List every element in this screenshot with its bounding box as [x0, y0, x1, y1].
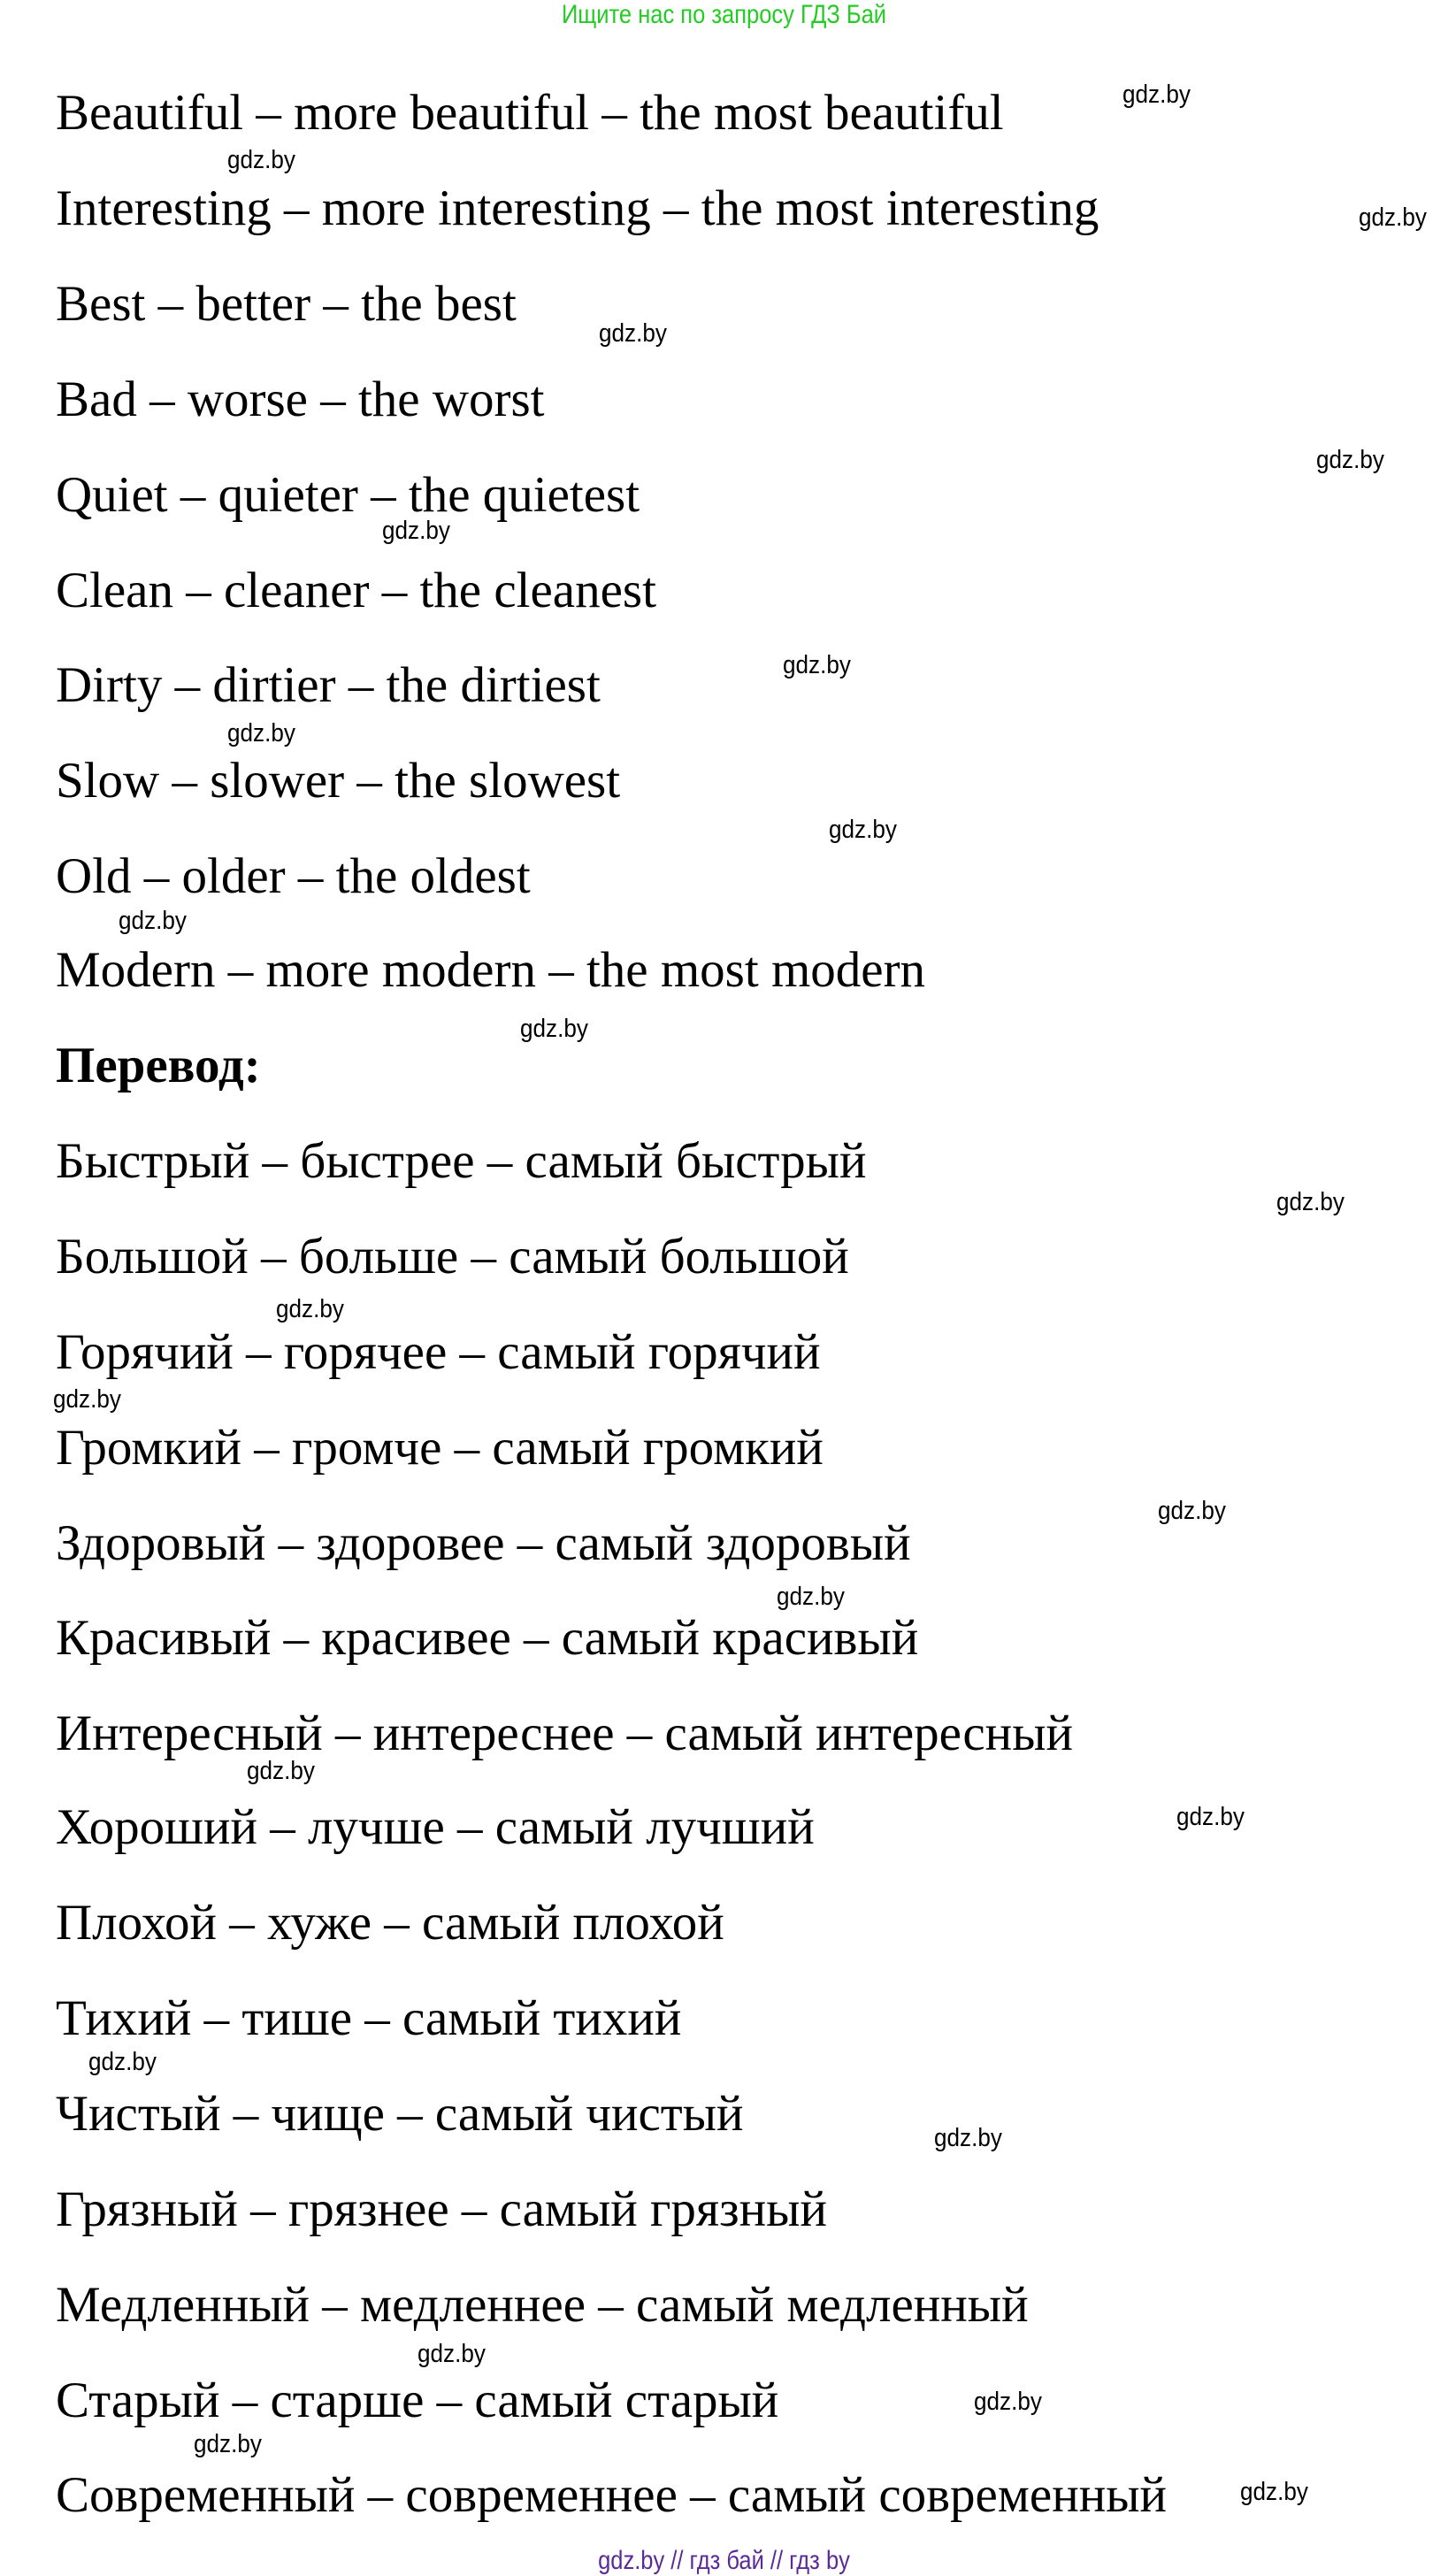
translation-heading: Перевод: [56, 1038, 261, 1094]
watermark-text: gdz.by [1276, 1187, 1345, 1216]
russian-line: Горячий – горячее – самый горячий [56, 1323, 821, 1380]
english-line: Clean – cleaner – the cleanest [56, 562, 656, 618]
russian-line: Медленный – медленнее – самый медленный [56, 2276, 1029, 2333]
watermark-text: gdz.by [974, 2387, 1043, 2416]
watermark-text: gdz.by [118, 906, 187, 935]
english-line: Bad – worse – the worst [56, 371, 545, 427]
russian-line: Большой – больше – самый большой [56, 1228, 849, 1284]
watermark-text: gdz.by [247, 1757, 315, 1786]
english-line: Dirty – dirtier – the dirtiest [56, 657, 601, 714]
russian-line: Громкий – громче – самый громкий [56, 1419, 824, 1476]
russian-line: Тихий – тише – самый тихий [56, 1990, 682, 2047]
watermark-text: gdz.by [829, 816, 898, 845]
watermark-text: gdz.by [52, 1384, 121, 1414]
watermark-text: gdz.by [418, 2339, 486, 2368]
watermark-text: gdz.by [1122, 80, 1191, 109]
english-line: Best – better – the best [56, 275, 517, 332]
footer-watermark: gdz.by // гдз бай // гдз by [598, 2546, 850, 2576]
watermark-text: gdz.by [1359, 203, 1428, 233]
english-line: Old – older – the oldest [56, 848, 531, 905]
watermark-text: gdz.by [519, 1015, 588, 1044]
watermark-text: gdz.by [934, 2124, 1003, 2152]
english-line: Slow – slower – the slowest [56, 753, 621, 809]
russian-line: Быстрый – быстрее – самый быстрый [56, 1133, 867, 1190]
russian-line: Чистый – чище – самый чистый [56, 2085, 744, 2142]
russian-line: Плохой – хуже – самый плохой [56, 1895, 724, 1951]
russian-line: Интересный – интереснее – самый интересный [56, 1706, 1073, 1762]
watermark-text: gdz.by [1158, 1497, 1227, 1526]
english-line: Modern – more modern – the most modern [56, 942, 926, 999]
english-line: Beautiful – more beautiful – the most beautiful [56, 85, 1004, 142]
russian-line: Здоровый – здоровее – самый здоровый [56, 1514, 911, 1571]
watermark-text: gdz.by [1316, 445, 1384, 474]
russian-line: Грязный – грязнее – самый грязный [56, 2181, 827, 2237]
watermark-text: gdz.by [1176, 1803, 1245, 1832]
watermark-text: gdz.by [599, 318, 667, 348]
watermark-text: gdz.by [1240, 2477, 1309, 2506]
site-banner: Ищите нас по запросу ГДЗ Бай [561, 0, 887, 29]
watermark-text: gdz.by [381, 516, 450, 545]
watermark-text: gdz.by [776, 1583, 845, 1612]
watermark-text: gdz.by [226, 718, 295, 748]
watermark-text: gdz.by [88, 2048, 157, 2077]
russian-line: Красивый – красивее – самый красивый [56, 1610, 919, 1667]
watermark-text: gdz.by [194, 2429, 263, 2458]
russian-line: Современный – современнее – самый современный [56, 2467, 1168, 2524]
russian-line: Хороший – лучше – самый лучший [56, 1799, 815, 1856]
english-line: Quiet – quieter – the quietest [56, 466, 640, 523]
english-line: Interesting – more interesting – the most interesting [56, 180, 1099, 237]
russian-line: Старый – старше – самый старый [56, 2372, 779, 2428]
watermark-text: gdz.by [783, 651, 852, 680]
watermark-text: gdz.by [276, 1294, 345, 1323]
watermark-text: gdz.by [226, 146, 295, 175]
